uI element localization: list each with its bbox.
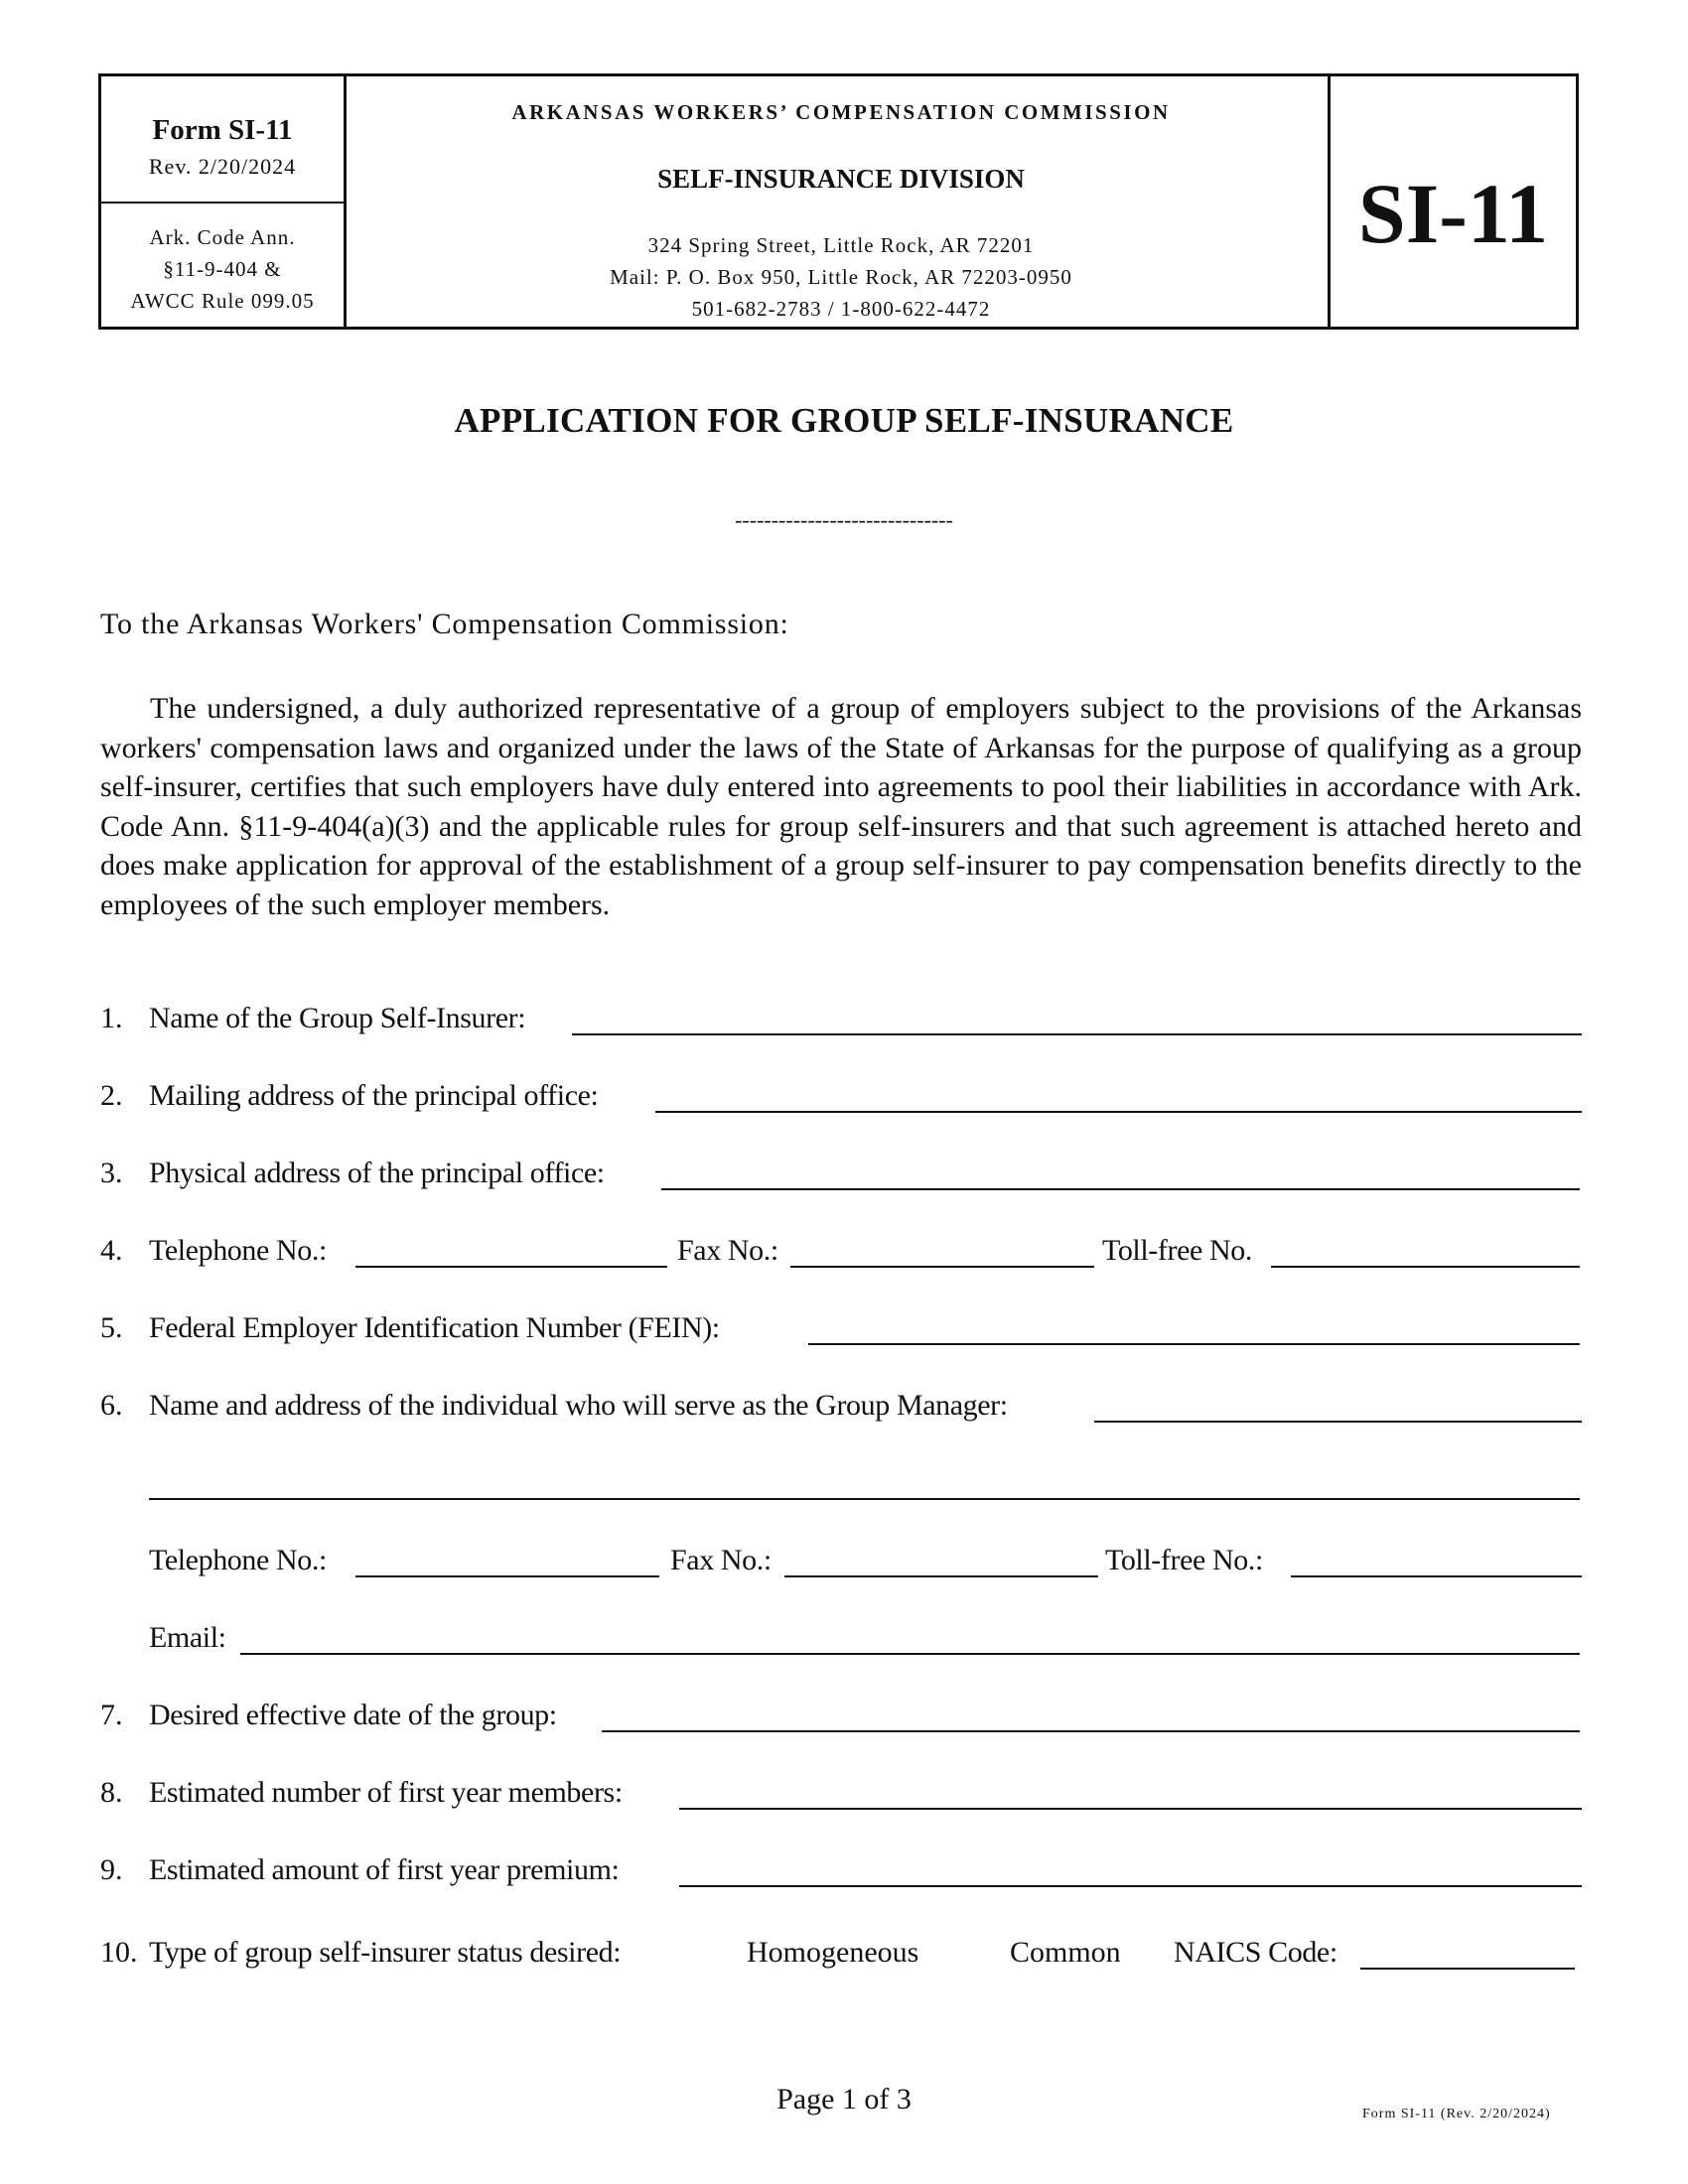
header-left-column [101, 76, 347, 327]
form-revision: Rev. 2/20/2024 [148, 154, 297, 179]
statute-line-2: §11-9-404 & [163, 257, 282, 281]
manager-email-label: Email: [149, 1621, 226, 1654]
body-paragraph: The undersigned, a duly authorized representative of a group of employers subject to the provisions of the Arkansas workers' compensation laws and organized under the laws of the State of Arkansas for the purpose of qualifying as a group self-insurer, certifies that such employers have duly entered into agreements to pool their liabilities in accordance with Ark. Code Ann. §11-9-404(a)(3) and the applicable rules for group self-insurers and that such agreement is attached hereto and does make application for approval of the establishment of a group self-insurer to pay compensation benefits directly to the employees of the such employer members. [100, 692, 1582, 921]
physical-address-field[interactable] [661, 1188, 1580, 1190]
fax-field[interactable] [790, 1266, 1094, 1268]
group-manager-field[interactable] [1094, 1421, 1582, 1423]
item-2-label: Mailing address of the principal office: [149, 1079, 599, 1112]
item-4-telephone-label: Telephone No.: [149, 1234, 327, 1267]
common-option[interactable]: Common [1010, 1936, 1121, 1969]
premium-estimate-field[interactable] [679, 1885, 1582, 1887]
street-address: 324 Spring Street, Little Rock, AR 72201 [647, 233, 1035, 257]
members-estimate-field[interactable] [679, 1808, 1582, 1810]
item-10-number: 10. [100, 1936, 138, 1969]
item-4-toll-free-label: Toll-free No. [1102, 1234, 1252, 1267]
item-6-number: 6. [100, 1389, 123, 1422]
item-4-number: 4. [100, 1234, 123, 1267]
form-id-cell [101, 76, 344, 204]
header-right-column [1328, 76, 1576, 327]
item-1-label: Name of the Group Self-Insurer: [149, 1002, 526, 1034]
telephone-field[interactable] [355, 1266, 667, 1268]
mailing-address-field[interactable] [655, 1111, 1582, 1113]
header-box [98, 73, 1579, 330]
item-5-label: Federal Employer Identification Number (FEIN): [149, 1311, 720, 1344]
effective-date-field[interactable] [602, 1730, 1580, 1732]
agency-name: ARKANSAS WORKERS’ COMPENSATION COMMISSION [511, 100, 1171, 124]
manager-toll-free-field[interactable] [1291, 1575, 1582, 1577]
page-number: Page 1 of 3 [776, 2083, 912, 2116]
item-3-label: Physical address of the principal office: [149, 1157, 605, 1189]
item-7-label: Desired effective date of the group: [149, 1699, 557, 1731]
item-6-label: Name and address of the individual who will serve as the Group Manager: [149, 1389, 1008, 1422]
manager-telephone-field[interactable] [355, 1575, 659, 1577]
item-8-number: 8. [100, 1776, 123, 1809]
statute-line-3: AWCC Rule 099.05 [130, 289, 315, 313]
item-7-number: 7. [100, 1699, 123, 1731]
item-4-fax-label: Fax No.: [677, 1234, 778, 1267]
manager-fax-field[interactable] [784, 1575, 1098, 1577]
statute-line-1: Ark. Code Ann. [149, 225, 296, 249]
homogeneous-option[interactable]: Homogeneous [747, 1936, 919, 1969]
naics-code-field[interactable] [1360, 1968, 1575, 1970]
salutation: To the Arkansas Workers' Compensation Commission: [100, 608, 789, 640]
manager-toll-free-label: Toll-free No.: [1105, 1544, 1263, 1576]
separator: ------------------------------ [735, 507, 953, 532]
group-manager-address-field[interactable] [149, 1498, 1580, 1500]
form-code: SI-11 [1357, 166, 1549, 261]
item-9-number: 9. [100, 1853, 123, 1886]
item-8-label: Estimated number of first year members: [149, 1776, 623, 1809]
item-9-label: Estimated amount of first year premium: [149, 1853, 620, 1886]
item-2-number: 2. [100, 1079, 123, 1112]
fein-field[interactable] [808, 1343, 1580, 1345]
group-name-field[interactable] [572, 1033, 1582, 1035]
toll-free-field[interactable] [1271, 1266, 1580, 1268]
item-3-number: 3. [100, 1157, 123, 1189]
form-name: Form SI-11 [152, 114, 293, 146]
item-10-label: Type of group self-insurer status desired: [149, 1936, 622, 1969]
division-name: SELF-INSURANCE DIVISION [657, 164, 1025, 194]
item-5-number: 5. [100, 1311, 123, 1344]
manager-email-field[interactable] [240, 1653, 1580, 1655]
document-title: APPLICATION FOR GROUP SELF-INSURANCE [454, 401, 1234, 440]
item-1-number: 1. [100, 1002, 123, 1034]
manager-fax-label: Fax No.: [670, 1544, 772, 1576]
phone-numbers: 501-682-2783 / 1-800-622-4472 [691, 297, 991, 321]
naics-code-label: NAICS Code: [1174, 1936, 1337, 1969]
mail-address: Mail: P. O. Box 950, Little Rock, AR 72203-0950 [610, 265, 1072, 289]
manager-telephone-label: Telephone No.: [149, 1544, 327, 1576]
footer-form-revision: Form SI-11 (Rev. 2/20/2024) [1362, 2107, 1551, 2121]
